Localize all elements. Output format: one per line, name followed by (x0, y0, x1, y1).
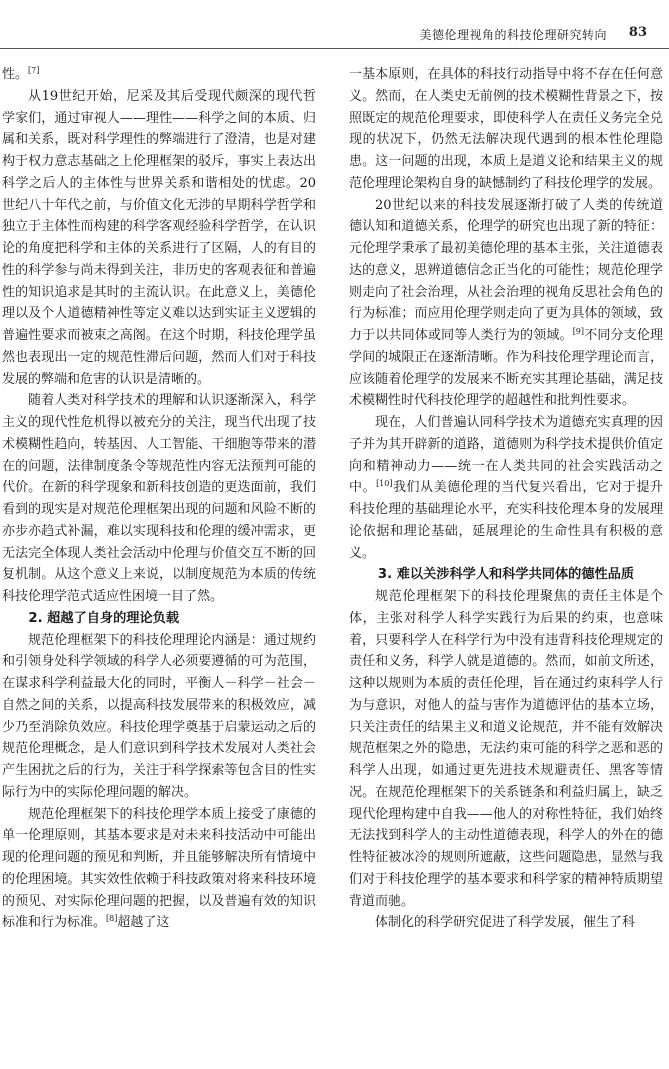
citation-ref: [9] (572, 327, 585, 336)
paragraph-continuation: 一基本原则，在具体的科技行动指导中将不存在任何意义。然而，在人类史无前例的技术模糊性背景之下，按照既定的规范伦理要求，即使科学人在责任义务完全兑现的状况下，仍然无法解决现代遇到的根本性伦理隐患。这一问题的出现，本质上是道义论和结果主义的规范伦理理论架构自身的缺憾制约了科技伦理学的发展。 (349, 67, 663, 191)
citation-ref: [10] (376, 479, 393, 489)
citation-ref: [7] (28, 66, 40, 75)
paragraph: 规范伦理框架下的科技伦理理论内涵是：通过规约和引领身处科学领域的科学人必须要遵循的可为范围，在谋求科学利益最大化的同时，平衡人－科学－社会－自然之间的关系，以提高科技发展带来的积极效应，减少乃至消除负效应。科技伦理学奠基于启蒙运动之后的规范伦理概念，是人们意识到科学技术发展对人类社会产生困扰之后的行为，关注于科学探索等包含目的性实际行为中的实际伦理问题的解决。 (2, 632, 316, 800)
header-rule (0, 48, 669, 49)
right-column (349, 64, 663, 1054)
paragraph: 规范伦理框架下的科技伦理学本质上接受了康德的单一伦理原则，其基本要求是对未来科技活动中可能出现的伦理问题的预见和判断，并且能够解决所有情境中的伦理困境。其实效性依赖于科技政策对将来科技环境的预见、对实际伦理问题的把握，以及普遍有效的知识标准和行为标准。[8]超越了这 (2, 806, 316, 931)
paragraph: 现在，人们普遍认同科学技术为道德充实真理的因子并为其开辟新的道路，道德则为科学技术提供价值定向和精神动力——统一在人类共同的社会实践活动之中。[10]我们从美德伦理的当代复兴看出，它对于提升科技伦理的基础理论水平，充实科技伦理本身的发展理论依据和理论基础，延展理论的生命性具有积极的意义。 (349, 415, 663, 561)
paragraph: 20世纪以来的科技发展逐渐打破了人类的传统道德认知和道德关系，伦理学的研究也出现了新的特征：元伦理学秉承了最初美德伦理的基本主张，关注道德表达的意义，思辨道德信念正当化的可能性；规范伦理学则走向了社会治理，从社会治理的视角反思社会角色的行为标准；而应用伦理学则走向了更为具体的领域，致力于以共同体或同等人类行为的领域。[9]不同分支伦理学间的城限正在逐渐清晰。作为科技伦理学理论而言，应该随着伦理学的发展来不断充实其理论基础，满足技术模糊性时代科技伦理学的超越性和批判性要求。 (349, 197, 663, 409)
paragraph: 从19世纪开始，尼采及其后受现代颇深的现代哲学家们，通过审视人——理性——科学之间的本质、归属和关系，既对科学理性的弊端进行了澄清，也是对建构于权力意志基础之上伦理框架的驳斥，事实上表达出科学之后人的主体性与世界关系和谐相处的忧虑。20世纪八十年代之前，与价值文化无涉的早期科学哲学和独立于主体性而构建的科学客观经验科学哲学，在认识论的角度把科学和主体的关系进行了区隔，人的有目的性的科学参与尚未得到关注，非历史的客观表征和普遍性的知识追求是其时的主流认识。在此意义上，美德伦理以及个人道德精神性等定义难以达到实证主义逻辑的普遍性要求而被束之高阁。在这个时期，科技伦理学虽然也表现出一定的规范性滞后问题，然而人们对于科技发展的弊端和危害的认识是清晰的。 (2, 88, 316, 387)
citation-ref: [8] (106, 914, 118, 924)
running-header (0, 0, 669, 52)
paragraph: 随着人类对科学技术的理解和认识逐渐深入，科学主义的现代性危机得以被充分的关注，现当代出现了技术模糊性趋向，转基因、人工智能、干细胞等带来的潜在的问题，法律制度条令等规范性内容无法预判可能的代价。在新的科学现象和新科技创造的更迭面前，我们看到的现实是对规范伦理框架出现的问题和风险不断的亦步亦趋式补漏，难以实现科技和伦理的缓冲需求，更无法完全体现人类社会活动中伦理与价值交互不断的回复机制。从这个意义上来说，以制度规范为本质的传统科技伦理学范式适应性困境一目了然。 (2, 393, 316, 604)
paragraph: 体制化的科学研究促进了科学发展，催生了科 (375, 915, 636, 931)
section-heading: 3. 难以关涉科学人和科学共同体的德性品质 (377, 567, 635, 583)
section-heading: 2. 超越了自身的理论负载 (28, 610, 180, 626)
running-title: 美德伦理视角的科技伦理研究转向 (419, 28, 607, 42)
paragraph-continuation: 性。[7] (2, 66, 40, 82)
left-column (2, 64, 316, 1054)
page-number: 83 (628, 25, 647, 40)
paragraph: 规范伦理框架下的科技伦理聚焦的责任主体是个体，主张对科学人科学实践行为后果的约束，也意味着，只要科学人在科学行为中没有违背科技伦理规定的责任和义务，科学人就是道德的。然而，如前文所述，这种以规则为本质的责任伦理，旨在通过约束科学人行为与意识，对他人的益与害作为道德评估的基本立场，只关注责任的结果主义和道义论规范，并不能有效解决规范框架之外的隐患，无法约束可能的科学之恶和恶的科学人出现，如通过更先进技术规避责任、黑客等情况。在规范伦理框架下的关系链条和利益归属上，缺乏现代伦理构建中自我——他人的对称性特征，我们始终无法找到科学人的主动性道德表现，科学人的外在的德性特征被冰冷的规则所遮蔽，这些问题隐患，显然与我们对于科技伦理学的基本要求和科学家的精神特质期望背道而驰。 (349, 589, 663, 909)
